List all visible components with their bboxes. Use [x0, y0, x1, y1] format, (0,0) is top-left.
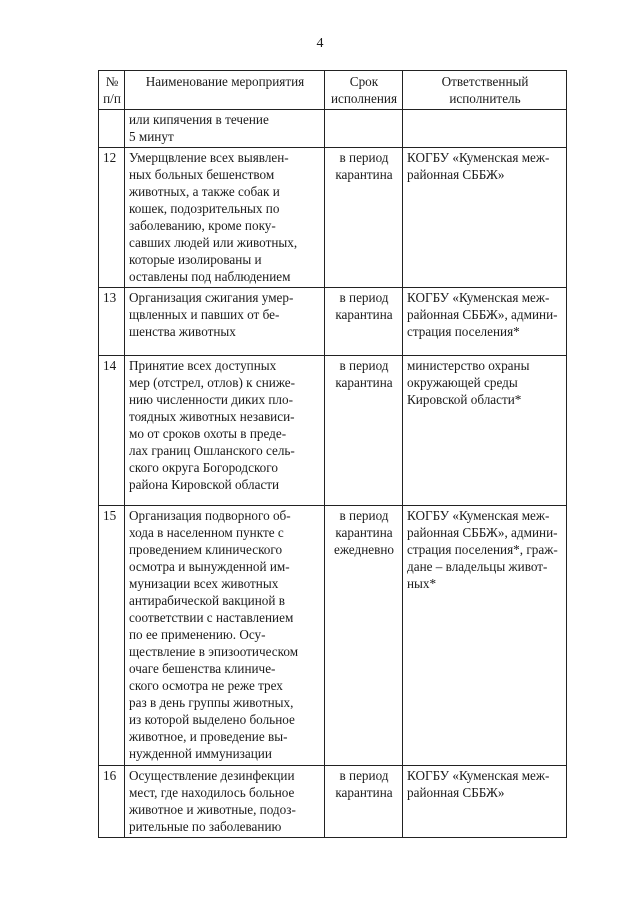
row-number: 16: [99, 766, 125, 838]
table-row: [99, 148, 567, 288]
row-responsible: КОГБУ «Куменская меж- районная СББЖ», админи- страция поселения*, граж- дане – владельцы живот- ных*: [403, 506, 567, 766]
row-responsible: КОГБУ «Куменская меж- районная СББЖ»: [403, 766, 567, 838]
row-responsible: КОГБУ «Куменская меж- районная СББЖ»: [403, 148, 567, 288]
header-num: № п/п: [99, 71, 125, 110]
row-deadline: в период карантина: [325, 288, 403, 356]
row-deadline: в период карантина: [325, 356, 403, 506]
table-row: [99, 766, 567, 838]
row-deadline: в период карантина: [325, 148, 403, 288]
events-table: [98, 70, 567, 838]
row-number: 15: [99, 506, 125, 766]
row-deadline: в период карантина: [325, 766, 403, 838]
header-responsible: Ответственный исполнитель: [403, 71, 567, 110]
row-name: или кипячения в течение 5 минут: [125, 110, 325, 148]
header-deadline: Срок исполнения: [325, 71, 403, 110]
row-responsible: КОГБУ «Куменская меж- районная СББЖ», админи- страция поселения*: [403, 288, 567, 356]
row-number: 14: [99, 356, 125, 506]
table-row: [99, 356, 567, 506]
header-name: Наименование мероприятия: [125, 71, 325, 110]
page-number: 4: [316, 36, 324, 51]
row-name: Организация сжигания умер- щвленных и павших от бе- шенства животных: [125, 288, 325, 356]
row-deadline: в период карантина ежедневно: [325, 506, 403, 766]
row-name: Умерщвление всех выявлен- ных больных бешенством животных, а также собак и кошек, подозрительных по заболеванию, кроме поку- савших людей или животных, которые изолированы и оставлены под наблюдением: [125, 148, 325, 288]
table-row: [99, 506, 567, 766]
table-header-row: [99, 71, 567, 110]
row-deadline: [325, 110, 403, 148]
row-number: [99, 110, 125, 148]
row-name: Осуществление дезинфекции мест, где находилось больное животное и животные, подоз- рительные по заболеванию: [125, 766, 325, 838]
row-name: Принятие всех доступных мер (отстрел, отлов) к сниже- нию численности диких пло- тоядных животных независи- мо от сроков охоты в преде- лах границ Ошланского сель- ского округа Богородского района Кировской области: [125, 356, 325, 506]
row-name: Организация подворного об- хода в населенном пункте с проведением клинического осмотра и вынужденной им- мунизации всех животных антирабической вакциной в соответствии с наставлением по ее применению. Осу- ществление в эпизоотическом очаге бешенства клиниче- ского осмотра не реже трех раз в день группы животных, из которой выделено больное животное, и проведение вы- нужденной иммунизации: [125, 506, 325, 766]
row-number: 13: [99, 288, 125, 356]
row-number: 12: [99, 148, 125, 288]
row-responsible: [403, 110, 567, 148]
table-row: [99, 110, 567, 148]
table-row: [99, 288, 567, 356]
row-responsible: министерство охраны окружающей среды Кировской области*: [403, 356, 567, 506]
